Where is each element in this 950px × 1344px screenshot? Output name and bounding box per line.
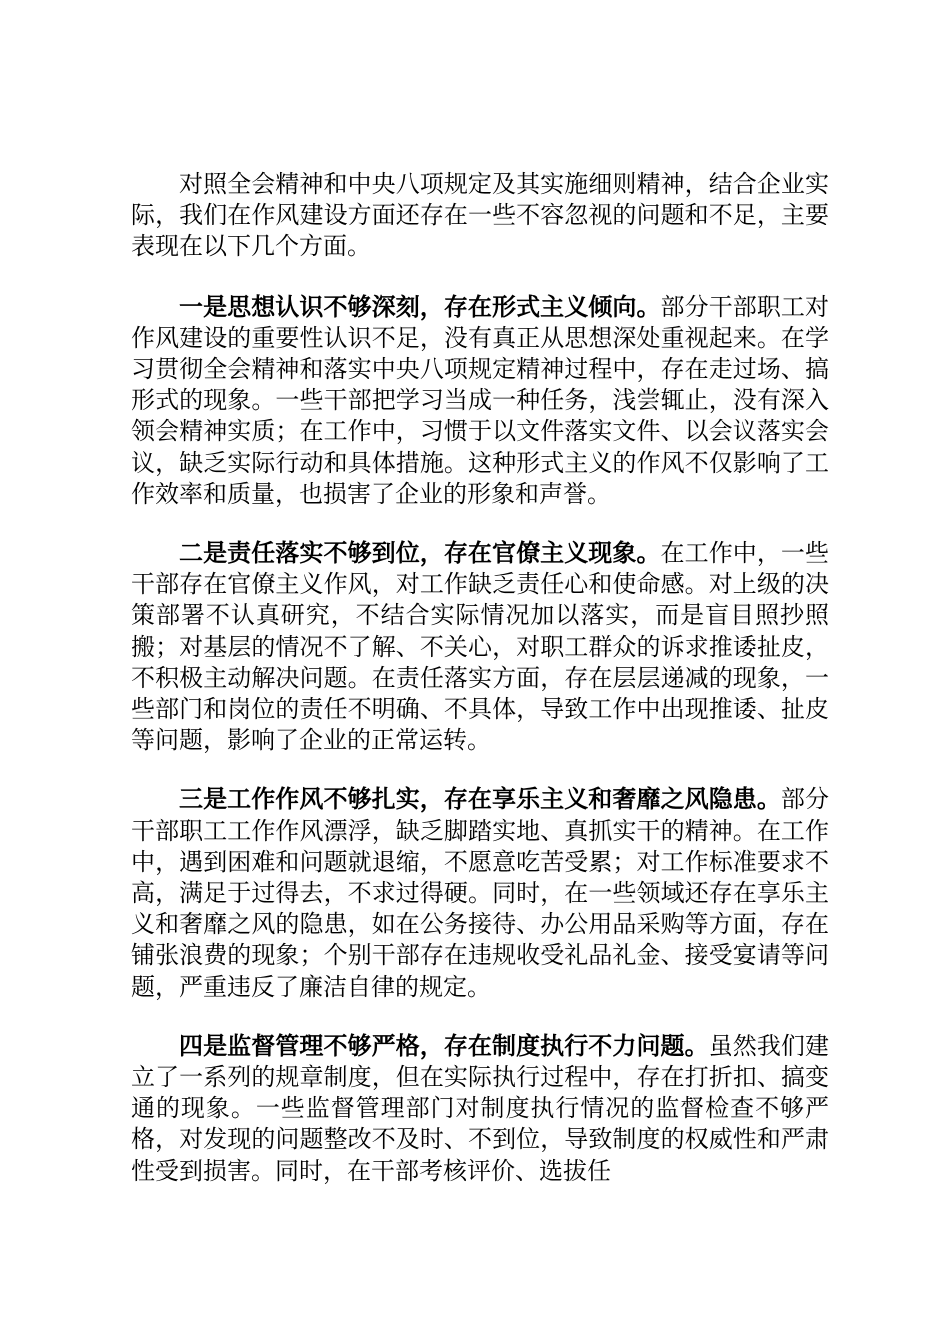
issue-paragraph-1 [131, 291, 829, 510]
paragraph-body: 对照全会精神和中央八项规定及其实施细则精神，结合企业实际，我们在作风建设方面还存在一些不容忽视的问题和不足，主要表现在以下几个方面。 [131, 170, 829, 261]
intro-paragraph [131, 168, 829, 263]
paragraph-lead: 一是思想认识不够深刻，存在形式主义倾向。 [179, 291, 661, 321]
paragraph-body: 虽然我们建立了一系列的规章制度，但在实际执行过程中，存在打折扣、搞变通的现象。一些监督管理部门对制度执行情况的监督检查不够严格，对发现的问题整改不及时、不到位，导致制度的权威性和严肃性受到损害。同时，在干部考核评价、选拔任 [131, 1031, 830, 1185]
issue-paragraph-4 [131, 1030, 829, 1187]
issue-paragraph-2 [131, 537, 829, 756]
paragraph-lead: 二是责任落实不够到位，存在官僚主义现象。 [179, 538, 661, 568]
paragraph-lead: 三是工作作风不够扎实，存在享乐主义和奢靡之风隐患。 [179, 784, 781, 814]
document-page [131, 168, 829, 1214]
paragraph-body: 在工作中，一些干部存在官僚主义作风，对工作缺乏责任心和使命感。对上级的决策部署不认真研究，不结合实际情况加以落实，而是盲目照抄照搬；对基层的情况不了解、不关心，对职工群众的诉求推诿扯皮，不积极主动解决问题。在责任落实方面，存在层层递减的现象，一些部门和岗位的责任不明确、不具体，导致工作中出现推诿、扯皮等问题，影响了企业的正常运转。 [131, 539, 830, 755]
issue-paragraph-3 [131, 783, 829, 1002]
paragraph-body: 部分干部职工工作作风漂浮，缺乏脚踏实地、真抓实干的精神。在工作中，遇到困难和问题就退缩，不愿意吃苦受累；对工作标准要求不高，满足于过得去，不求过得硬。同时，在一些领域还存在享乐主义和奢靡之风的隐患，如在公务接待、办公用品采购等方面，存在铺张浪费的现象；个别干部存在违规收受礼品礼金、接受宴请等问题，严重违反了廉洁自律的规定。 [131, 785, 829, 1001]
paragraph-body: 部分干部职工对作风建设的重要性认识不足，没有真正从思想深处重视起来。在学习贯彻全会精神和落实中央八项规定精神过程中，存在走过场、搞形式的现象。一些干部把学习当成一种任务，浅尝辄止，没有深入领会精神实质；在工作中，习惯于以文件落实文件、以会议落实会议，缺乏实际行动和具体措施。这种形式主义的作风不仅影响了工作效率和质量，也损害了企业的形象和声誉。 [131, 292, 830, 508]
paragraph-lead: 四是监督管理不够严格，存在制度执行不力问题。 [179, 1030, 709, 1060]
